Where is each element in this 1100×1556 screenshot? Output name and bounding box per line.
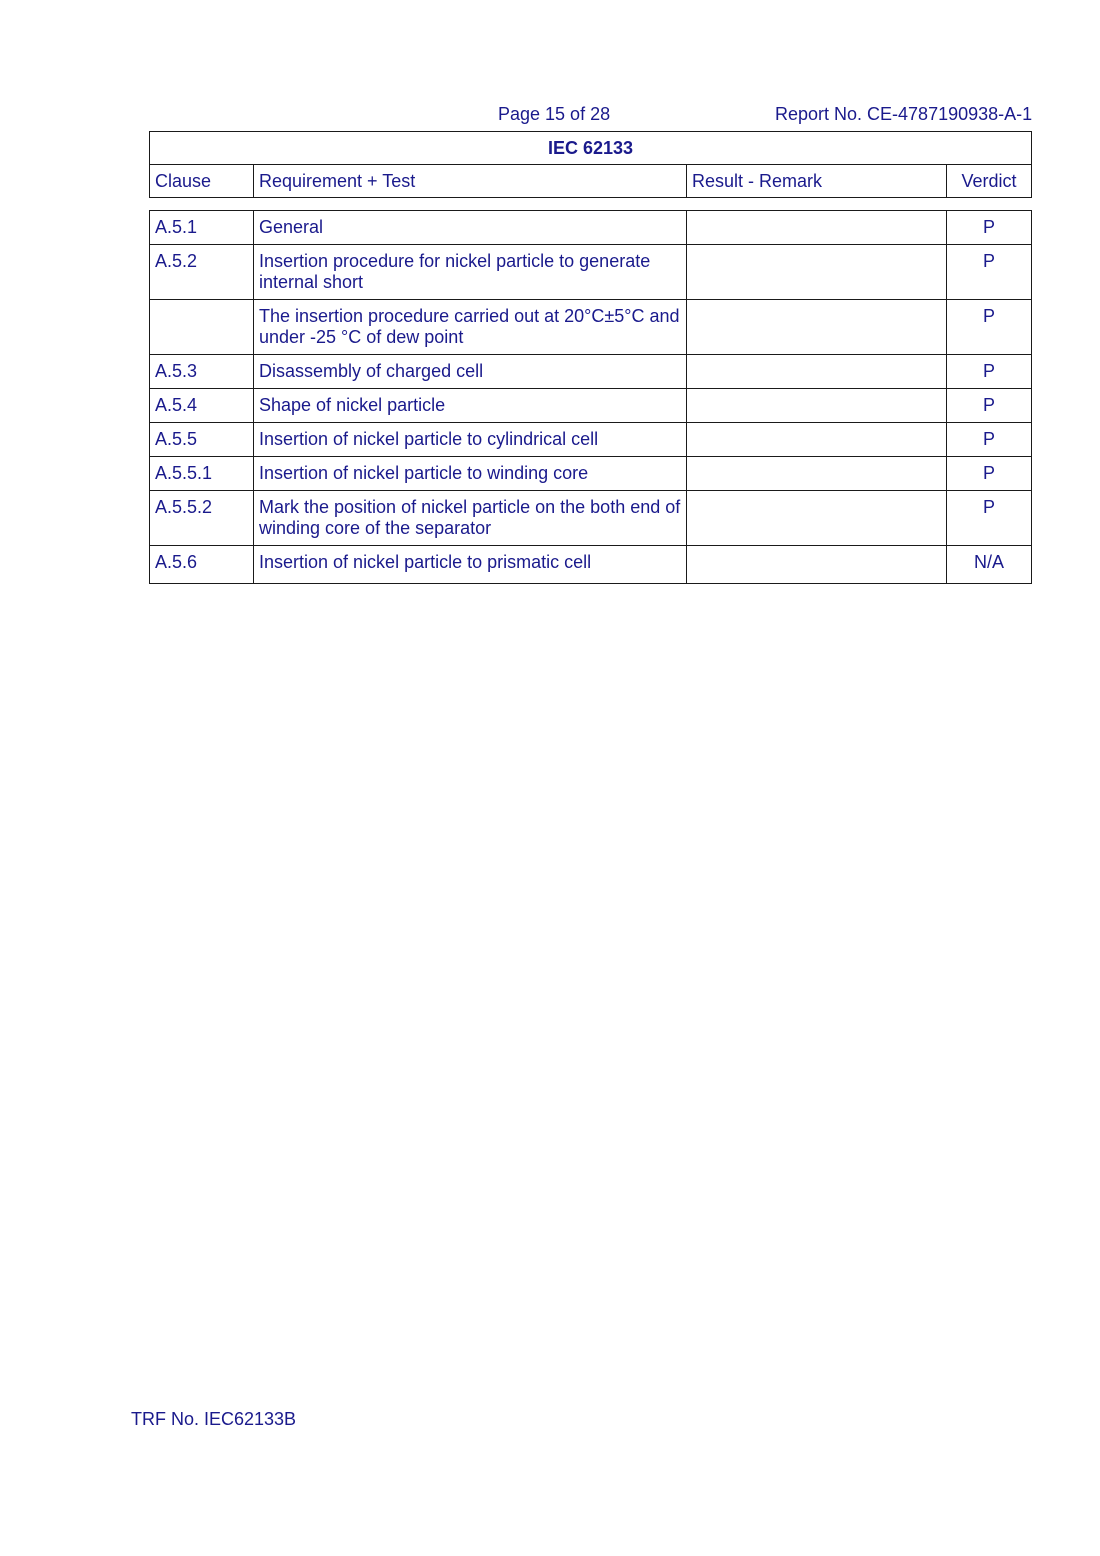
column-header-requirement: Requirement + Test (254, 165, 687, 198)
clause-cell: A.5.1 (150, 211, 254, 245)
trf-number: TRF No. IEC62133B (131, 1409, 297, 1429)
verdict-cell: P (947, 491, 1032, 546)
requirement-cell: Mark the position of nickel particle on the both end of winding core of the separator (254, 491, 687, 546)
result-cell (687, 457, 947, 491)
clause-cell: A.5.5 (150, 423, 254, 457)
page-number: Page 15 of 28 (498, 104, 611, 124)
verdict-cell: P (947, 457, 1032, 491)
clause-cell (150, 300, 254, 355)
clause-cell: A.5.5.1 (150, 457, 254, 491)
table-row (150, 491, 1032, 546)
clause-cell: A.5.4 (150, 389, 254, 423)
page-header (0, 104, 1100, 128)
table-row (150, 355, 1032, 389)
verdict-cell: P (947, 211, 1032, 245)
verdict-cell: N/A (947, 546, 1032, 584)
result-cell (687, 491, 947, 546)
clause-cell: A.5.2 (150, 245, 254, 300)
table-row (150, 245, 1032, 300)
requirement-cell: General (254, 211, 687, 245)
result-cell (687, 211, 947, 245)
table-row (150, 457, 1032, 491)
requirement-cell: Disassembly of charged cell (254, 355, 687, 389)
table-row (150, 389, 1032, 423)
result-cell (687, 423, 947, 457)
column-header-row (150, 165, 1032, 198)
requirement-cell: Insertion procedure for nickel particle to generate internal short (254, 245, 687, 300)
standard-title: IEC 62133 (150, 132, 1032, 165)
result-cell (687, 355, 947, 389)
verdict-cell: P (947, 389, 1032, 423)
column-header-result: Result - Remark (687, 165, 947, 198)
clause-cell: A.5.3 (150, 355, 254, 389)
column-header-clause: Clause (150, 165, 254, 198)
clause-cell: A.5.5.2 (150, 491, 254, 546)
table-row (150, 300, 1032, 355)
requirement-cell: Insertion of nickel particle to winding core (254, 457, 687, 491)
verdict-cell: P (947, 355, 1032, 389)
result-cell (687, 300, 947, 355)
requirement-cell: Shape of nickel particle (254, 389, 687, 423)
clause-table (149, 210, 1032, 584)
result-cell (687, 546, 947, 584)
requirement-cell: Insertion of nickel particle to cylindrical cell (254, 423, 687, 457)
requirement-cell: The insertion procedure carried out at 20°C±5°C and under -25 °C of dew point (254, 300, 687, 355)
result-cell (687, 389, 947, 423)
table-header (149, 131, 1032, 198)
verdict-cell: P (947, 300, 1032, 355)
table-row (150, 546, 1032, 584)
requirement-cell: Insertion of nickel particle to prismatic cell (254, 546, 687, 584)
result-cell (687, 245, 947, 300)
table-row (150, 423, 1032, 457)
table-row (150, 211, 1032, 245)
verdict-cell: P (947, 423, 1032, 457)
column-header-verdict: Verdict (947, 165, 1032, 198)
verdict-cell: P (947, 245, 1032, 300)
clause-cell: A.5.6 (150, 546, 254, 584)
report-number: Report No. CE-4787190938-A-1 (775, 104, 1033, 124)
